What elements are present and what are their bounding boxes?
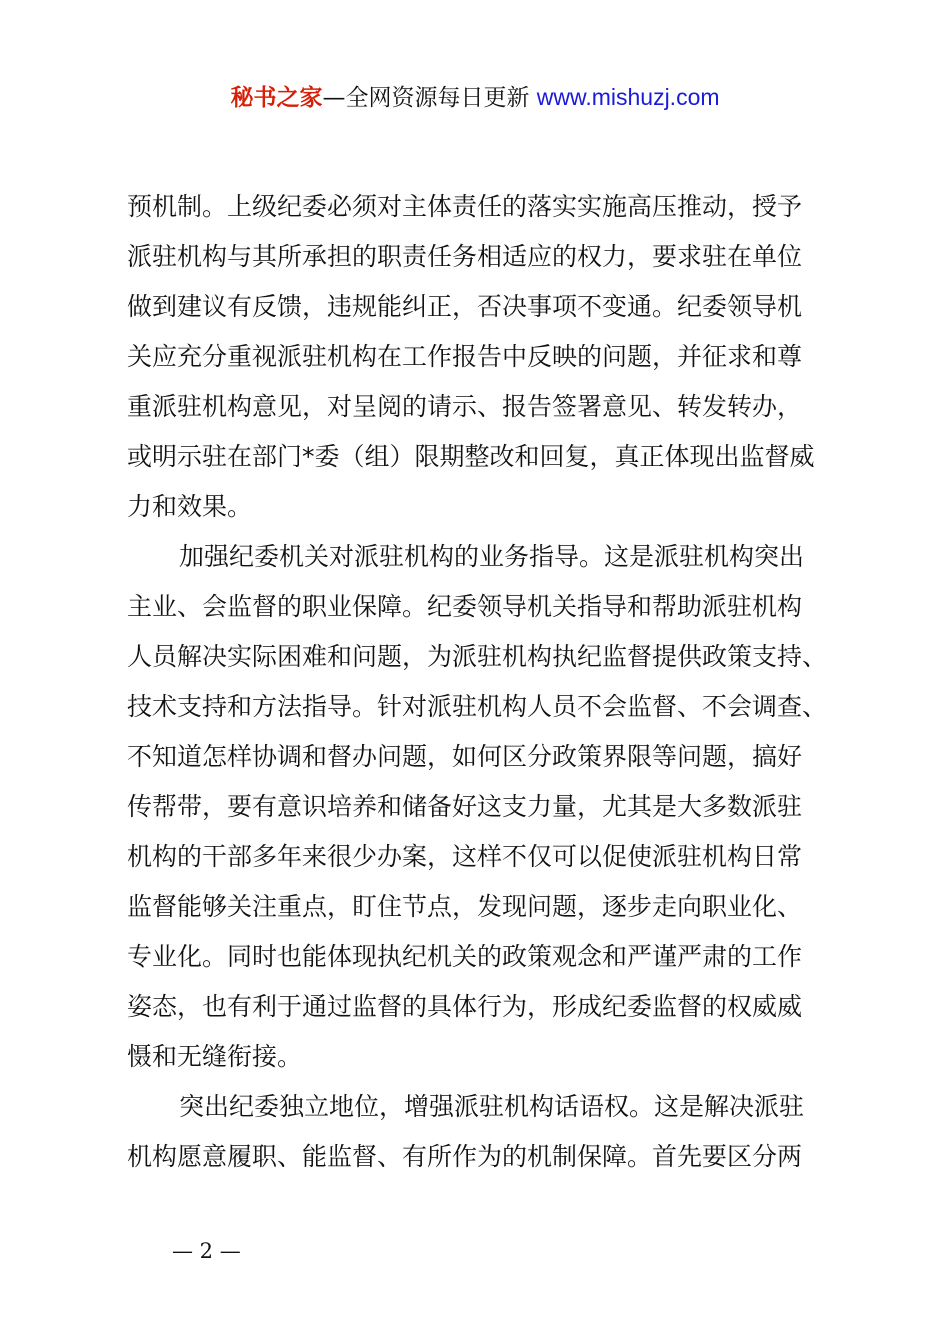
paragraph-2-line: 监督能够关注重点，盯住节点，发现问题，逐步走向职业化、	[127, 892, 803, 921]
paragraph-2-line: 不知道怎样协调和督办问题，如何区分政策界限等问题，搞好	[127, 742, 803, 771]
paragraph-1-line: 重派驻机构意见，对呈阅的请示、报告签署意见、转发转办，	[127, 392, 803, 421]
document-body	[127, 182, 839, 1182]
paragraph-2-line: 姿态，也有利于通过监督的具体行为，形成纪委监督的权威威	[127, 992, 803, 1021]
paragraph-2-line: 加强纪委机关对派驻机构的业务指导。这是派驻机构突出	[179, 542, 805, 571]
paragraph-3-line: 机构愿意履职、能监督、有所作为的机制保障。首先要区分两	[127, 1142, 803, 1171]
paragraph-1-line: 做到建议有反馈，违规能纠正，否决事项不变通。纪委领导机	[127, 292, 803, 321]
paragraph-1-line: 力和效果。	[127, 492, 253, 521]
paragraph-1-line: 或明示驻在部门*委（组）限期整改和回复，真正体现出监督威	[127, 442, 815, 471]
paragraph-2-line: 机构的干部多年来很少办案，这样不仅可以促使派驻机构日常	[127, 842, 803, 871]
paragraph-2-line: 慑和无缝衔接。	[127, 1042, 303, 1071]
site-header	[0, 80, 950, 115]
site-url-link[interactable]: www.mishuzj.com	[536, 84, 720, 110]
paragraph-1-line: 派驻机构与其所承担的职责任务相适应的权力，要求驻在单位	[127, 242, 803, 271]
paragraph-2-line: 专业化。同时也能体现执纪机关的政策观念和严谨严肃的工作	[127, 942, 803, 971]
paragraph-1-line: 关应充分重视派驻机构在工作报告中反映的问题，并征求和尊	[127, 342, 803, 371]
page-number: — 2 —	[172, 1239, 241, 1263]
paragraph-2-line: 技术支持和方法指导。针对派驻机构人员不会监督、不会调查、	[127, 692, 828, 721]
paragraph-2-line: 主业、会监督的职业保障。纪委领导机关指导和帮助派驻机构	[127, 592, 803, 621]
site-brand: 秘书之家	[230, 85, 323, 111]
paragraph-1-line: 预机制。上级纪委必须对主体责任的落实实施高压推动，授予	[127, 192, 803, 221]
paragraph-2-line: 传帮带，要有意识培养和储备好这支力量，尤其是大多数派驻	[127, 792, 803, 821]
paragraph-2-line: 人员解决实际困难和问题，为派驻机构执纪监督提供政策支持、	[127, 642, 828, 671]
paragraph-3-line: 突出纪委独立地位，增强派驻机构话语权。这是解决派驻	[179, 1092, 805, 1121]
site-slogan: —全网资源每日更新	[322, 85, 537, 111]
